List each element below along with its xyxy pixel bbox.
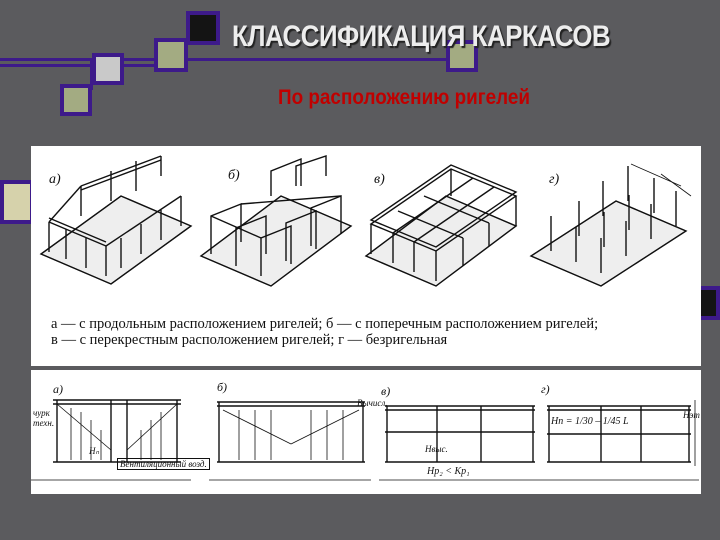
- section-drawing-c: [379, 380, 544, 490]
- annotation-c-formula: Нр₂ < Кр₁: [427, 466, 470, 477]
- figure-label-d: г): [549, 172, 560, 187]
- decor-line-long: [0, 58, 470, 61]
- annotation-d-right: Hэт: [683, 410, 700, 420]
- annotation-a-h: Hₙ: [89, 446, 100, 456]
- annotation-d-formula: Нп = 1/30 – 1/45 L: [551, 416, 629, 427]
- section-drawing-a: [31, 380, 196, 490]
- annotation-b-top: Вычисл.: [357, 398, 388, 408]
- figure-label-a: а): [49, 172, 61, 187]
- section-label-d: г): [541, 382, 550, 396]
- decor-square-side-left: [0, 180, 34, 224]
- annotation-a-left-1: чурк: [33, 408, 50, 418]
- decor-line-long-2: [0, 64, 160, 67]
- decor-square-olive-small: [60, 84, 92, 116]
- caption-line-1: а — с продольным расположением ригелей; б — с поперечным расположением ригелей;: [51, 316, 599, 332]
- figure-label-b: б): [228, 168, 240, 183]
- annotation-a-note: Вентиляционный возд.: [117, 458, 210, 470]
- section-label-b: б): [217, 380, 228, 394]
- section-drawing-d: [541, 380, 706, 490]
- figure-label-c: в): [374, 172, 385, 187]
- decor-vline-left: [90, 60, 93, 90]
- frame-drawing-girderless: [531, 156, 691, 286]
- annotation-a-left-2: техн.: [33, 418, 55, 428]
- page-title: КЛАССИФИКАЦИЯ КАРКАСОВ: [232, 20, 611, 53]
- section-drawing-b: [209, 380, 374, 490]
- frame-drawing-longitudinal: [41, 156, 201, 286]
- section-label-c: в): [381, 384, 391, 398]
- frame-drawing-cross: [366, 156, 526, 286]
- decor-square-dark-top: [186, 11, 220, 45]
- decor-square-olive: [154, 38, 188, 72]
- section-label-a: а): [53, 382, 63, 396]
- frame-sections-figure: [31, 370, 701, 494]
- decor-square-light: [92, 53, 124, 85]
- annotation-c-height: Нвыс.: [425, 444, 448, 454]
- figure-caption: [51, 316, 691, 348]
- caption-line-2: в — с перекрестным расположением ригелей; г — безригельная: [51, 332, 448, 348]
- frame-drawing-transverse: [201, 156, 361, 286]
- page-subtitle: По расположению ригелей: [278, 86, 531, 109]
- frame-types-figure: [31, 146, 701, 366]
